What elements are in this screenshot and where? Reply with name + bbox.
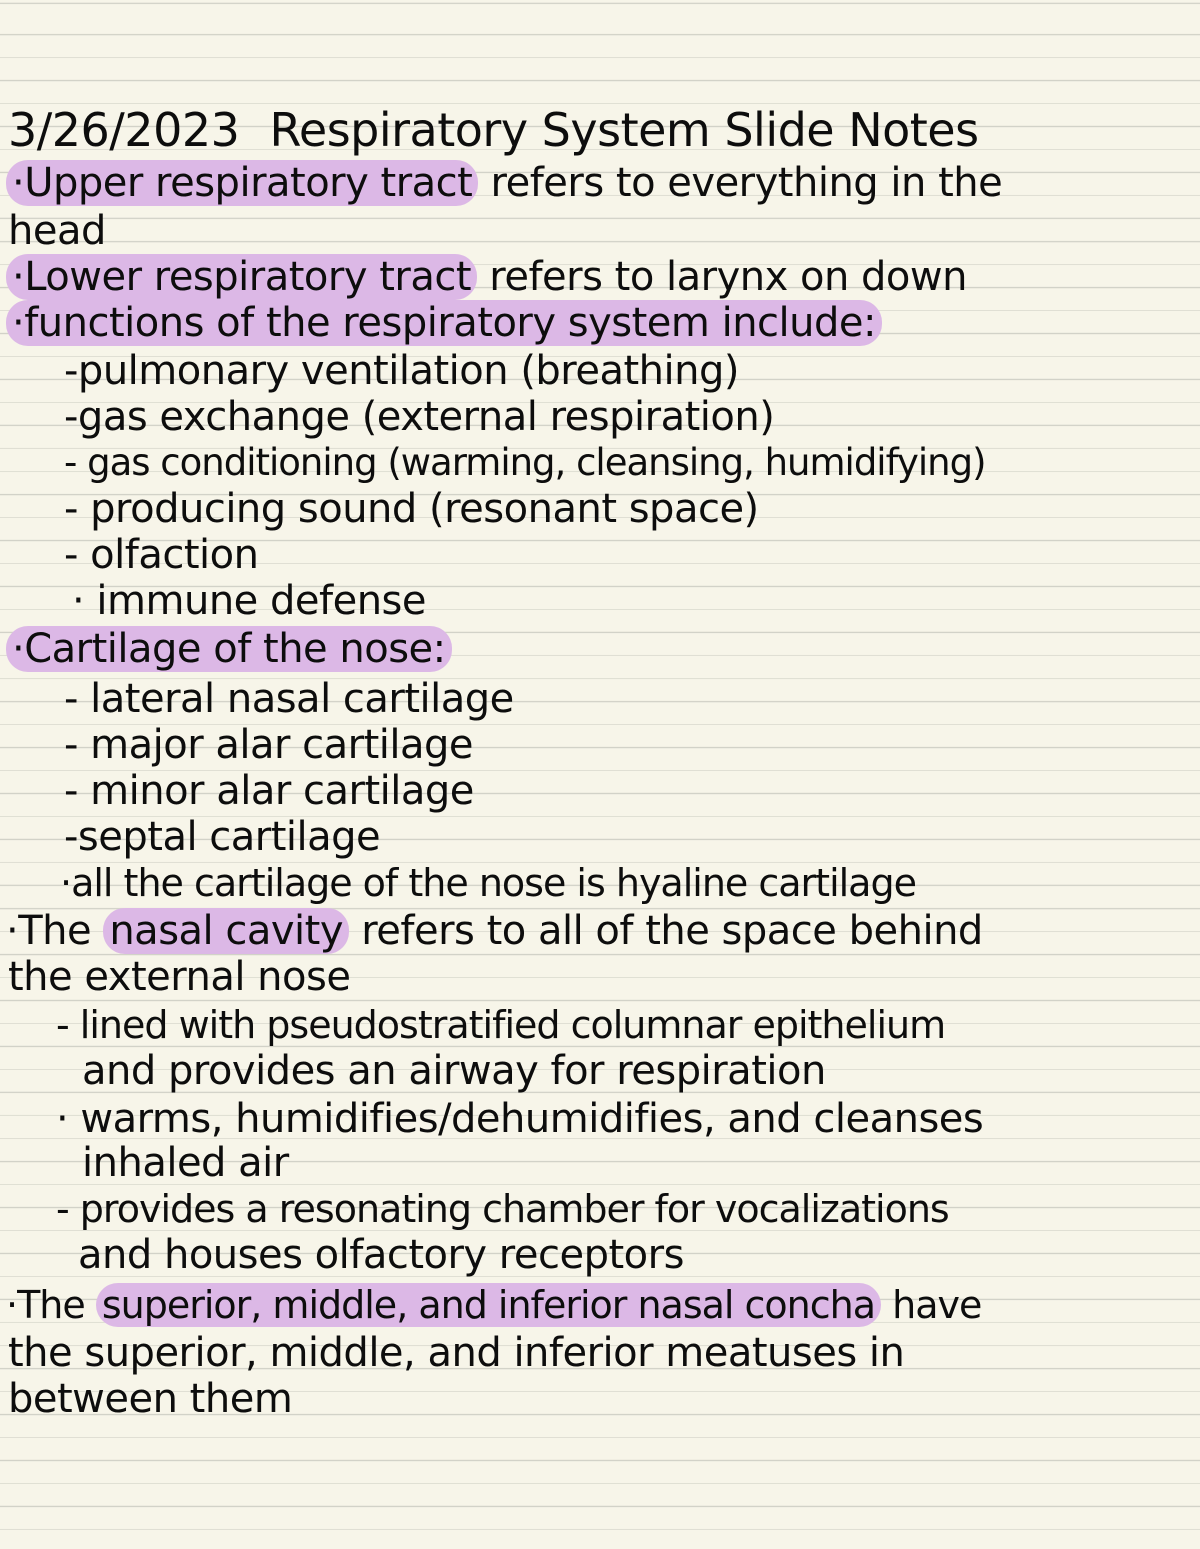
- note-line-concha-cont: the superior, middle, and inferior meatuses in: [8, 1330, 905, 1376]
- nasal-point: - provides a resonating chamber for vocalizations: [56, 1187, 949, 1231]
- note-text: refers to larynx on down: [477, 254, 967, 300]
- function-item: -gas exchange (external respiration): [64, 394, 775, 440]
- nasal-point-cont: inhaled air: [82, 1140, 289, 1186]
- cartilage-item: - major alar cartilage: [64, 722, 474, 768]
- note-date: 3/26/2023: [8, 103, 240, 157]
- note-line-nasal-cavity-cont: the external nose: [8, 954, 351, 1000]
- note-line-lower-tract: [6, 254, 967, 300]
- highlight-lower-tract: ·Lower respiratory tract: [6, 254, 477, 300]
- note-text: refers to all of the space behind: [349, 908, 983, 954]
- highlight-upper-tract: ·Upper respiratory tract: [6, 160, 478, 206]
- note-line-concha-cont: between them: [8, 1376, 293, 1422]
- highlight-functions: ·functions of the respiratory system include:: [6, 300, 882, 346]
- cartilage-item: ·all the cartilage of the nose is hyaline cartilage: [60, 861, 916, 905]
- note-text: have: [881, 1283, 982, 1327]
- note-title: Respiratory System Slide Notes: [269, 103, 979, 157]
- function-item: - olfaction: [64, 532, 259, 578]
- function-item: -pulmonary ventilation (breathing): [64, 348, 739, 394]
- note-text: ·The: [6, 1283, 96, 1327]
- nasal-point: - lined with pseudostratified columnar epithelium: [56, 1003, 946, 1047]
- note-line-nasal-cavity: [6, 908, 983, 954]
- highlight-concha: superior, middle, and inferior nasal concha: [96, 1283, 881, 1327]
- cartilage-item: - minor alar cartilage: [64, 768, 474, 814]
- nasal-point: · warms, humidifies/dehumidifies, and cleanses: [56, 1096, 984, 1142]
- page-title: [8, 104, 979, 156]
- cartilage-item: -septal cartilage: [64, 814, 381, 860]
- note-text: refers to everything in the: [478, 160, 1003, 206]
- function-item: - producing sound (resonant space): [64, 486, 759, 532]
- note-line-functions: [6, 300, 882, 346]
- nasal-point-cont: and provides an airway for respiration: [82, 1048, 826, 1094]
- note-line-upper-tract-cont: [8, 208, 106, 254]
- cartilage-item: - lateral nasal cartilage: [64, 676, 514, 722]
- note-line-concha: [6, 1282, 981, 1328]
- highlight-nasal-cavity: nasal cavity: [103, 908, 349, 954]
- highlight-cartilage: ·Cartilage of the nose:: [6, 626, 452, 672]
- note-line-cartilage: [6, 626, 452, 672]
- function-item: - gas conditioning (warming, cleansing, humidifying): [64, 441, 986, 484]
- note-line-upper-tract: [6, 160, 1002, 206]
- nasal-point-cont: and houses olfactory receptors: [78, 1232, 684, 1278]
- function-item: · immune defense: [72, 578, 426, 624]
- note-text: ·The: [6, 908, 104, 954]
- note-text: head: [8, 208, 106, 254]
